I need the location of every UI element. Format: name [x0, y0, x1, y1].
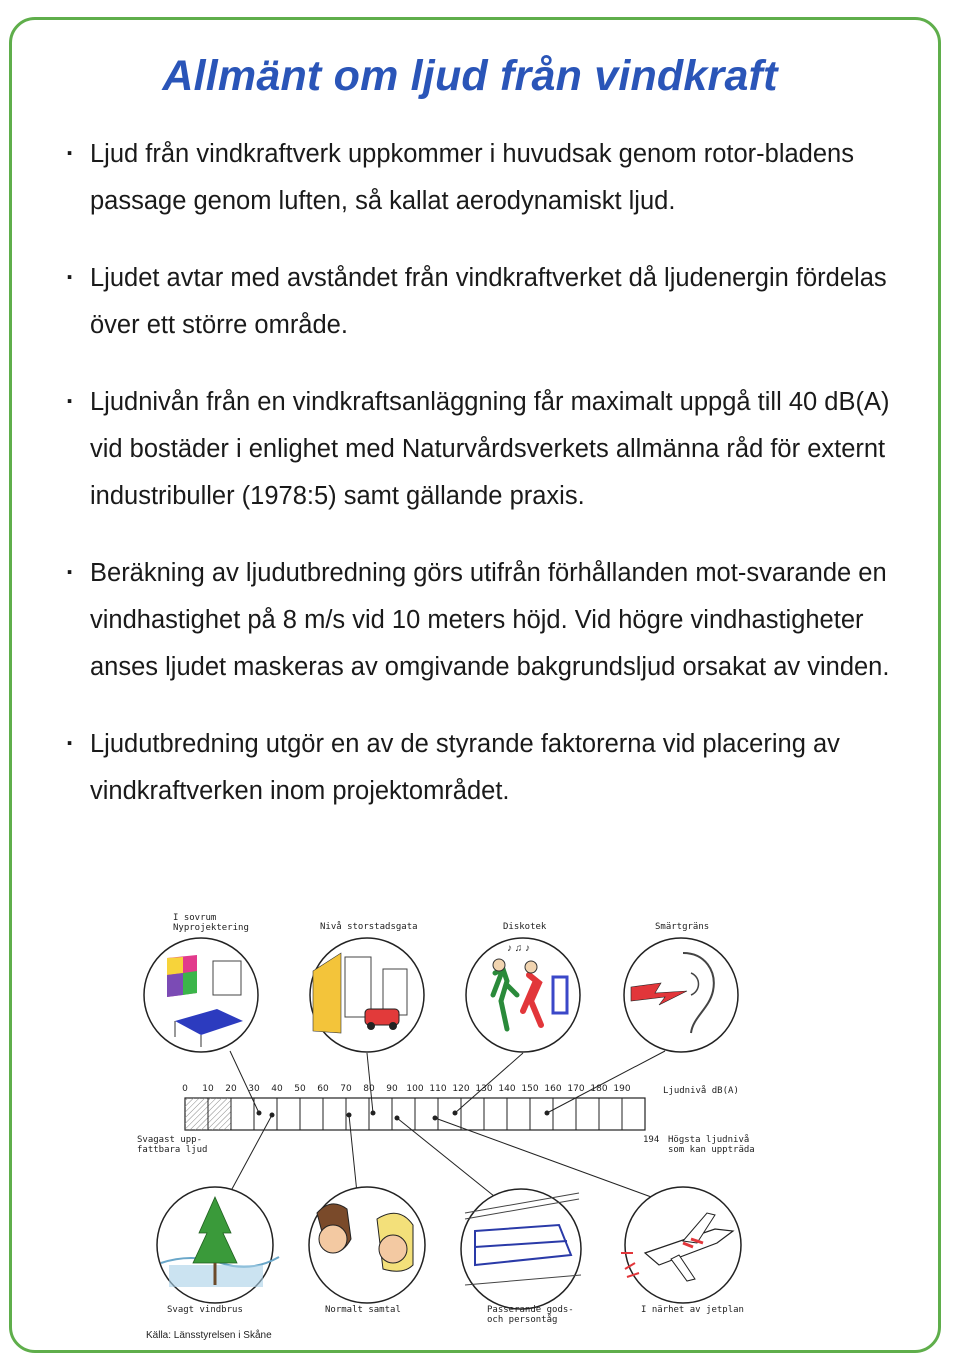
bullet-text: Beräkning av ljudutbredning görs utifrån förhållanden mot-svarande en vindhastighet på 8 m/s vid 10 meters höjd. Vid högre vindhastigheter anses ljudet maskeras av omgivande bakgrundsljud orsakat av vinden.: [90, 559, 890, 681]
bullet-marker: ·: [66, 140, 75, 168]
scale-tick: 50: [294, 1084, 306, 1094]
train-illustration: [461, 1189, 581, 1309]
conversation-illustration: [309, 1187, 425, 1303]
scale-tick: 40: [271, 1084, 283, 1094]
label-train: Passerande gods- och persontåg: [487, 1305, 574, 1325]
bullet-list: [62, 131, 922, 845]
label-pain: Smärtgräns: [655, 922, 710, 932]
bullet-item: [62, 550, 922, 691]
label-bedroom: I sovrum Nyprojektering: [173, 913, 249, 933]
label-disco: Diskotek: [503, 922, 547, 932]
scale-tick: 110: [429, 1084, 447, 1094]
scale-tick: 30: [248, 1084, 260, 1094]
scale-tick: 100: [406, 1084, 424, 1094]
bullet-text: Ljudnivån från en vindkraftsanläggning får maximalt uppgå till 40 dB(A) vid bostäder i enlighet med Naturvårdsverkets allmänna råd för externt industribuller (1978:5) samt gällande praxis.: [90, 388, 890, 510]
scale-tick: 120: [452, 1084, 470, 1094]
connector-lines: [219, 1051, 695, 1213]
bullet-marker: ·: [66, 559, 75, 587]
page-title: Allmänt om ljud från vindkraft: [162, 52, 778, 100]
street-illustration: [310, 938, 424, 1052]
bullet-marker: ·: [66, 730, 75, 758]
scale-tick: 150: [521, 1084, 539, 1094]
svg-text:♪ ♫ ♪: ♪ ♫ ♪: [507, 943, 531, 954]
bullet-item: [62, 255, 922, 349]
label-street: Nivå storstadsgata: [320, 922, 418, 932]
scale-tick: 60: [317, 1084, 329, 1094]
scale-tick: 90: [386, 1084, 398, 1094]
label-wind: Svagt vindbrus: [167, 1305, 243, 1315]
scale-tick: 170: [567, 1084, 585, 1094]
bedroom-illustration: [144, 938, 258, 1052]
scale-tick: 190: [613, 1084, 631, 1094]
disco-illustration: [466, 938, 580, 1052]
bullet-text: Ljudet avtar med avståndet från vindkraftverket då ljudenergin fördelas över ett större område.: [90, 264, 887, 339]
scale-tick: 20: [225, 1084, 237, 1094]
label-highest: Högsta ljudnivå som kan uppträda: [668, 1135, 755, 1155]
scale-tick: 70: [340, 1084, 352, 1094]
bullet-item: [62, 131, 922, 225]
figure-drawing: [135, 913, 765, 1343]
bullet-marker: ·: [66, 388, 75, 416]
label-talk: Normalt samtal: [325, 1305, 401, 1315]
scale-tick: 160: [544, 1084, 562, 1094]
pain-threshold-illustration: [624, 938, 738, 1052]
label-jet: I närhet av jetplan: [641, 1305, 744, 1315]
scale-tick: 0: [182, 1084, 188, 1094]
bullet-item: [62, 379, 922, 520]
wind-rustle-illustration: [157, 1187, 279, 1303]
source-credit: Källa: Länsstyrelsen i Skåne: [146, 1330, 272, 1341]
scale-tick: 180: [590, 1084, 608, 1094]
jet-plane-illustration: [621, 1187, 741, 1303]
scale-tick: 140: [498, 1084, 516, 1094]
scale-tick: 80: [363, 1084, 375, 1094]
scale-tick: 10: [202, 1084, 214, 1094]
sound-level-figure: [135, 913, 765, 1343]
scale-tick: 130: [475, 1084, 493, 1094]
bullet-text: Ljud från vindkraftverk uppkommer i huvudsak genom rotor-bladens passage genom luften, så kallat aerodynamiskt ljud.: [90, 140, 854, 215]
label-weakest: Svagast upp- fattbara ljud: [137, 1135, 208, 1155]
scale-unit: Ljudnivå dB(A): [663, 1086, 739, 1096]
bullet-marker: ·: [66, 264, 75, 292]
bullet-text: Ljudutbredning utgör en av de styrande faktorerna vid placering av vindkraftverken inom projektområdet.: [90, 730, 840, 805]
label-194: 194: [643, 1135, 660, 1145]
bullet-item: [62, 721, 922, 815]
